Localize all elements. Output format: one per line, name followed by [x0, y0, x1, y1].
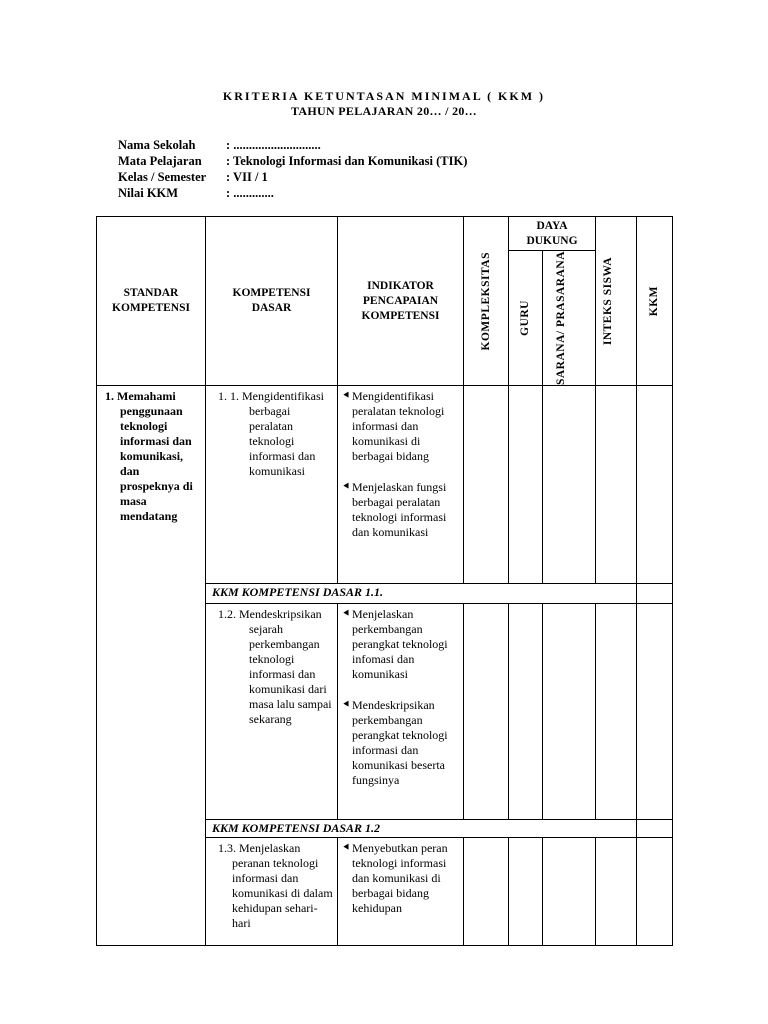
kd-text: 1.2. Mendeskripsikan sejarah perkembangan teknologi informasi dan komunikasi dari masa lalu sampai sekarang: [218, 607, 332, 727]
kkm-cell: [637, 604, 673, 820]
standar-kompetensi-cell: [97, 386, 206, 946]
guru-cell: [509, 838, 543, 946]
kd-text: 1.3. Menjelaskan peranan teknologi informasi dan komunikasi di dalam kehidupan sehari-hari: [218, 841, 333, 931]
sarana-cell: [543, 604, 596, 820]
arrow-icon: ⯇: [342, 608, 351, 621]
header-daya-dukung: DAYA DUKUNG: [509, 217, 596, 251]
kompleksitas-cell: [464, 386, 509, 584]
indikator-cell: [338, 386, 464, 584]
kkm-cell: [637, 386, 673, 584]
document-subtitle: TAHUN PELAJARAN 20… / 20…: [291, 104, 477, 118]
kkm-summary-label: KKM KOMPETENSI DASAR 1.1.: [206, 584, 637, 604]
info-value: : ............................: [226, 138, 321, 152]
kd-cell: [206, 386, 338, 584]
inteks-cell: [596, 838, 637, 946]
inteks-cell: [596, 386, 637, 584]
table-row: [97, 386, 673, 584]
kompleksitas-cell: [464, 838, 509, 946]
info-value: : .............: [226, 186, 274, 200]
header-indikator: INDIKATOR PENCAPAIAN KOMPETENSI: [338, 217, 464, 386]
info-label: Mata Pelajaran: [118, 154, 202, 168]
guru-cell: [509, 604, 543, 820]
info-row-kkm: [118, 185, 467, 201]
indikator-item: ⯇ Mengidentifikasi peralatan teknologi informasi dan komunikasi di berbagai bidang: [342, 389, 445, 464]
document-title: KRITERIA KETUNTASAN MINIMAL ( KKM ): [222, 89, 546, 103]
kkm-summary-label: KKM KOMPETENSI DASAR 1.2: [206, 820, 637, 838]
arrow-icon: ⯇: [342, 481, 351, 494]
indikator-item: ⯇ Menjelaskan perkembangan perangkat teknologi infomasi dan komunikasi: [342, 607, 448, 682]
kd-text: 1. 1. Mengidentifikasi berbagai peralatan teknologi informasi dan komunikasi: [218, 389, 324, 479]
info-value: : Teknologi Informasi dan Komunikasi (TIK): [226, 154, 468, 168]
header-kompetensi-dasar: KOMPETENSI DASAR: [206, 217, 338, 386]
header-kkm: KKM: [637, 217, 673, 386]
kkm-cell: [637, 584, 673, 604]
arrow-icon: ⯇: [342, 390, 351, 403]
guru-cell: [509, 386, 543, 584]
school-info: [118, 137, 467, 201]
header-kompleksitas: KOMPLEKSITAS: [464, 217, 509, 386]
kd-cell: [206, 838, 338, 946]
standar-kompetensi-text: 1. Memahami penggunaan teknologi informasi dan komunikasi, dan prospeknya di masa mendatang: [105, 389, 193, 524]
header-sarana: SARANA/ PRASARANA: [543, 251, 596, 386]
kkm-table: [96, 216, 673, 946]
header-guru: GURU: [509, 251, 543, 386]
indikator-cell: [338, 838, 464, 946]
info-row-subject: [118, 153, 467, 169]
kkm-cell: [637, 838, 673, 946]
inteks-cell: [596, 604, 637, 820]
kkm-cell: [637, 820, 673, 838]
info-label: Nama Sekolah: [118, 138, 196, 152]
indikator-item: ⯇ Menjelaskan fungsi berbagai peralatan teknologi informasi dan komunikasi: [342, 480, 447, 540]
indikator-item: ⯇ Mendeskripsikan perkembangan perangkat teknologi informasi dan komunikasi beserta fungsinya: [342, 698, 448, 788]
info-row-class: [118, 169, 467, 185]
kompleksitas-cell: [464, 604, 509, 820]
info-value: : VII / 1: [226, 170, 268, 184]
sarana-cell: [543, 838, 596, 946]
info-label: Nilai KKM: [118, 186, 179, 200]
header-standar: STANDAR KOMPETENSI: [97, 217, 206, 386]
arrow-icon: ⯇: [342, 699, 351, 712]
arrow-icon: ⯇: [342, 842, 351, 855]
header-inteks-siswa: INTEKS SISWA: [596, 217, 637, 386]
sarana-cell: [543, 386, 596, 584]
kd-cell: [206, 604, 338, 820]
info-label: Kelas / Semester: [118, 170, 207, 184]
indikator-item: ⯇ Menyebutkan peran teknologi informasi dan komunikasi di berbagai bidang kehidupan: [342, 841, 448, 916]
info-row-school: [118, 137, 467, 153]
indikator-cell: [338, 604, 464, 820]
